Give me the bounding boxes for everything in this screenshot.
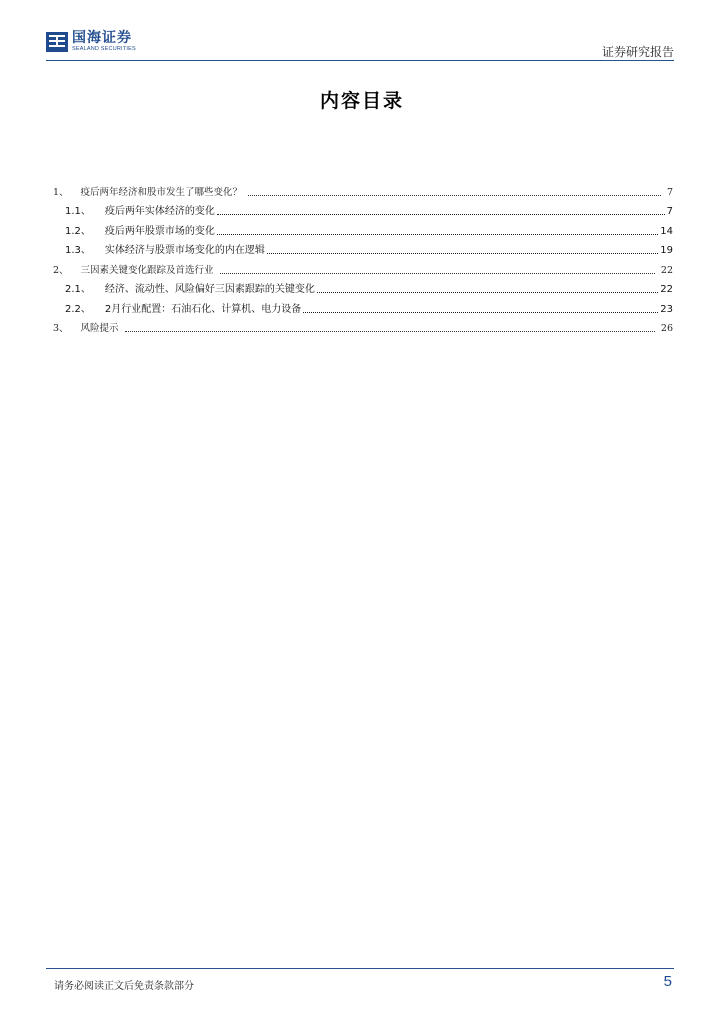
toc-entry-label[interactable]: 疫后两年经济和股市发生了哪些变化？ — [80, 186, 243, 198]
toc-entry-number: 1.2、 — [65, 225, 91, 237]
toc-dot-leader — [217, 205, 665, 215]
toc-dot-leader — [303, 303, 658, 313]
toc-dot-leader — [125, 322, 655, 332]
toc-entry-number: 2.2、 — [65, 303, 91, 315]
page-title: 内容目录 — [319, 90, 404, 112]
toc-entry[interactable] — [53, 276, 673, 296]
logo-chinese-name: 国海证券 — [72, 30, 132, 46]
toc-entry-label[interactable]: 2月行业配置：石油石化、计算机、电力设备 — [104, 303, 302, 315]
toc-entry-page[interactable]: 22 — [660, 284, 673, 295]
toc-entry-page[interactable]: 7 — [666, 186, 673, 198]
toc-entry-number: 1、 — [53, 186, 69, 198]
toc-entry-number: 1.1、 — [65, 206, 91, 217]
toc-dot-leader — [248, 186, 661, 196]
toc-entry[interactable] — [53, 217, 673, 237]
toc-entry-page[interactable]: 7 — [666, 206, 673, 217]
toc-entry[interactable] — [53, 295, 673, 315]
toc-entry-label[interactable]: 疫后两年股票市场的变化 — [104, 225, 215, 237]
sealand-logo-icon — [46, 32, 68, 52]
toc-entry-label[interactable]: 三因素关键变化跟踪及首选行业 — [80, 264, 214, 276]
company-logo — [46, 30, 136, 58]
toc-entry[interactable] — [53, 237, 673, 257]
toc-entry-page[interactable]: 22 — [660, 264, 673, 276]
toc-entry[interactable] — [53, 315, 673, 335]
toc-entry-label[interactable]: 疫后两年实体经济的变化 — [104, 206, 215, 217]
toc-entry-number: 2.1、 — [65, 284, 91, 295]
toc-entry[interactable] — [53, 178, 673, 198]
toc-entry[interactable] — [53, 256, 673, 276]
toc-entry-page[interactable]: 26 — [660, 323, 673, 334]
toc-entry-page[interactable]: 19 — [660, 245, 673, 256]
table-of-contents — [53, 178, 673, 334]
toc-entry-number: 3、 — [53, 323, 69, 334]
toc-entry-page[interactable]: 14 — [660, 225, 673, 237]
toc-entry[interactable] — [53, 198, 673, 218]
page-header — [46, 30, 674, 61]
page-footer — [46, 968, 674, 999]
toc-entry-number: 1.3、 — [65, 245, 91, 256]
toc-dot-leader — [217, 225, 658, 235]
logo-english-name: SEALAND SECURITIES — [72, 46, 136, 52]
report-type-label: 证券研究报告 — [601, 45, 674, 59]
page-number: 5 — [663, 973, 672, 990]
toc-dot-leader — [220, 264, 655, 274]
toc-entry-number: 2、 — [53, 264, 69, 276]
toc-dot-leader — [317, 283, 658, 293]
toc-entry-label[interactable]: 风险提示 — [80, 323, 119, 334]
toc-entry-page[interactable]: 23 — [660, 303, 673, 315]
disclaimer-note: 请务必阅读正文后免责条款部分 — [54, 981, 194, 992]
toc-entry-label[interactable]: 经济、流动性、风险偏好三因素跟踪的关键变化 — [104, 284, 315, 295]
toc-entry-label[interactable]: 实体经济与股票市场变化的内在逻辑 — [104, 245, 265, 256]
toc-dot-leader — [267, 244, 658, 254]
